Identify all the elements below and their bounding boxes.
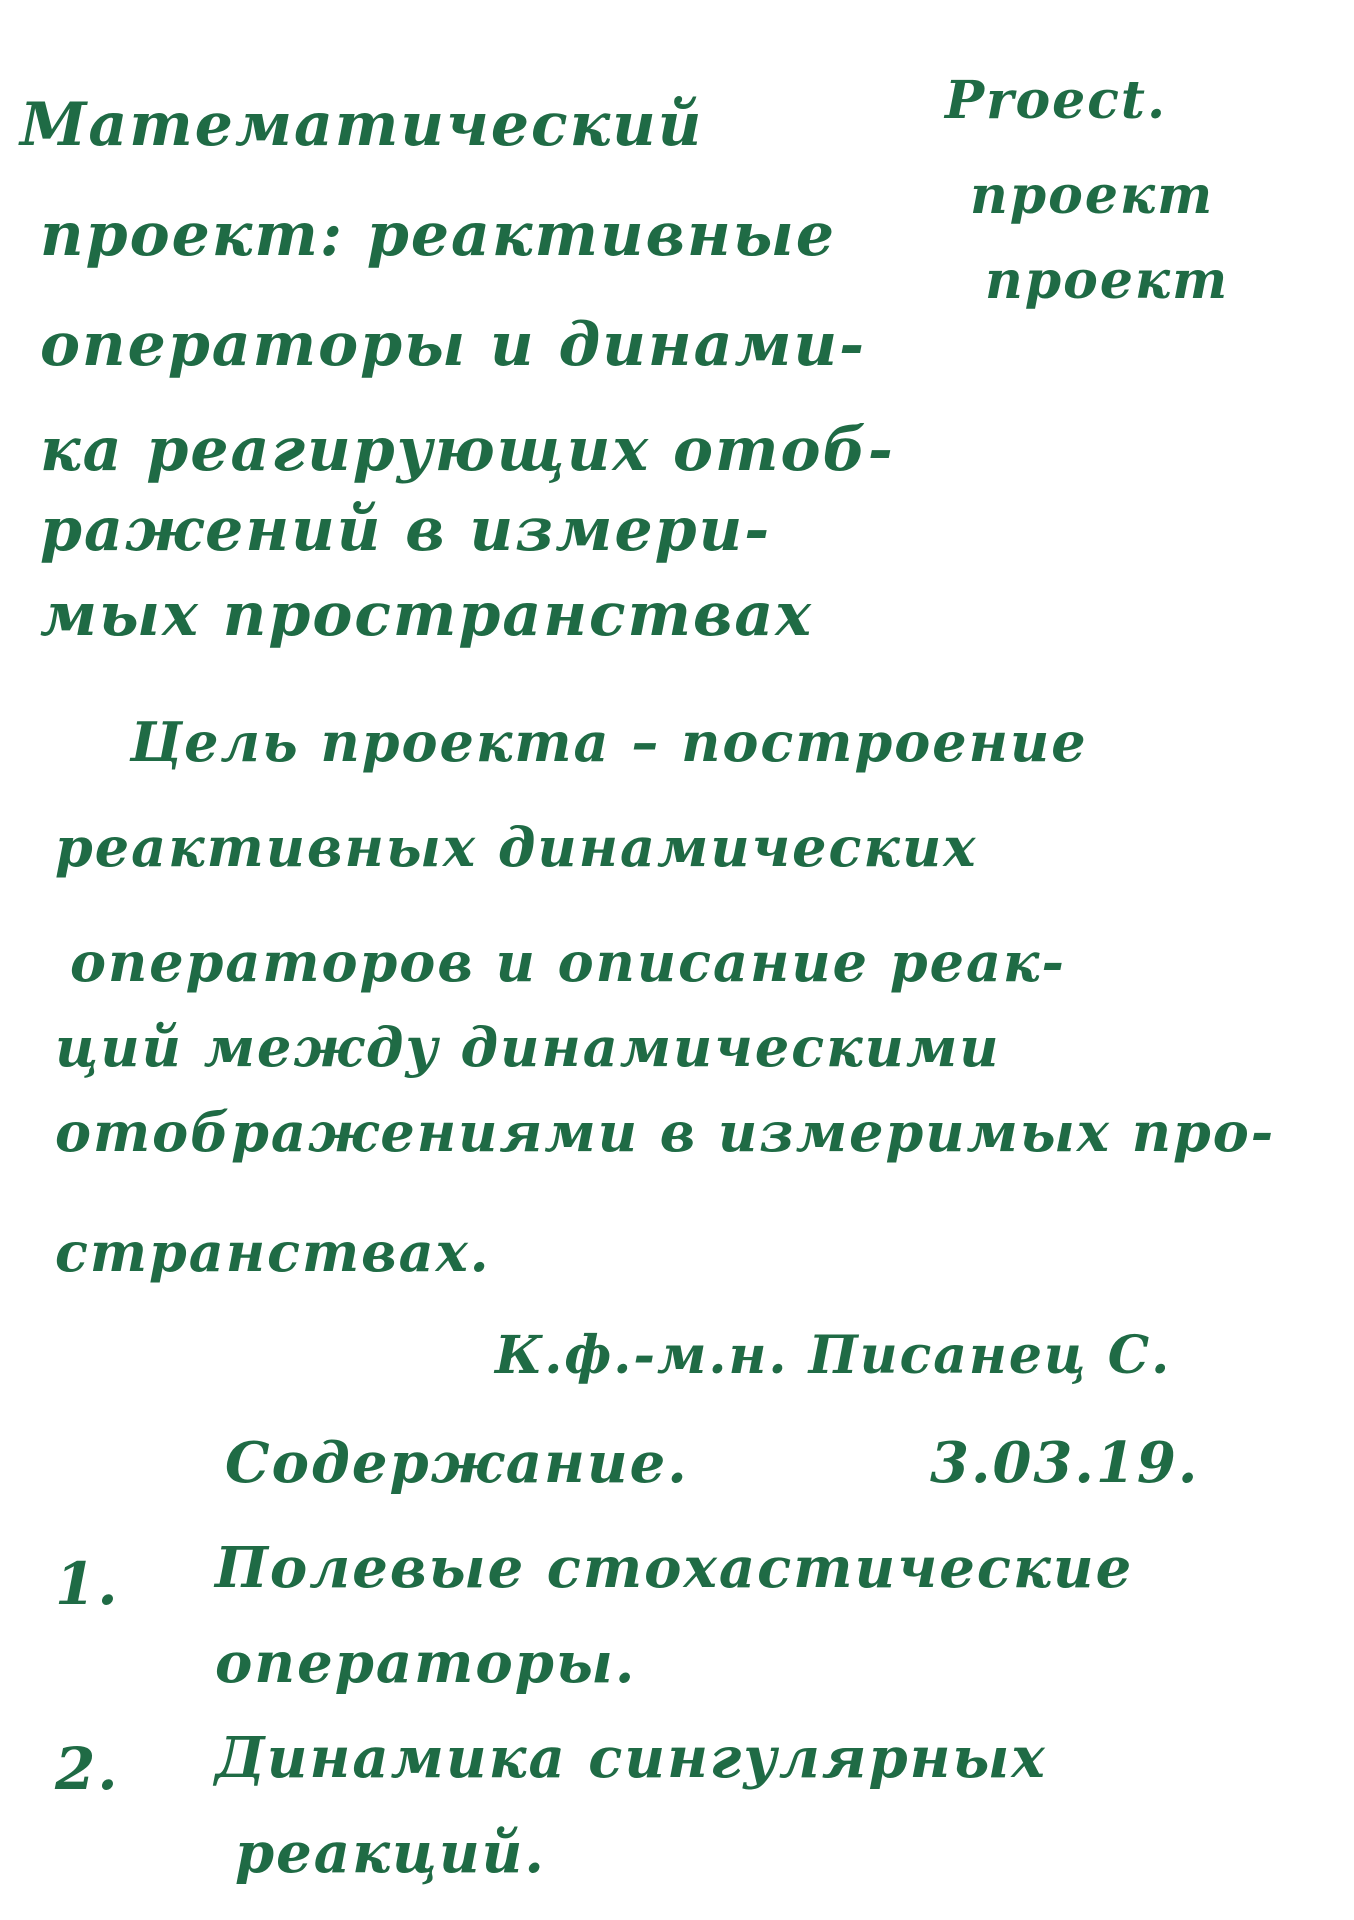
contents-item-1-number: 1. xyxy=(55,1550,120,1618)
title-line-1: Математический xyxy=(20,90,704,160)
document-date: 3.03.19. xyxy=(930,1430,1200,1496)
title-line-5: ражений в измери- xyxy=(40,495,772,565)
contents-item-1-line-1: Полевые стохастические xyxy=(215,1535,1134,1601)
goal-line-3: операторов и описание реак- xyxy=(70,930,1066,994)
title-line-4: ка реагирующих отоб- xyxy=(40,415,895,485)
contents-item-1-line-2: операторы. xyxy=(215,1630,637,1696)
signature: К.ф.-м.н. Писанец С. xyxy=(495,1325,1172,1386)
contents-item-2-line-1: Динамика сингулярных xyxy=(215,1725,1047,1791)
contents-item-2-number: 2. xyxy=(55,1735,120,1803)
title-line-2: проект: реактивные xyxy=(40,200,836,270)
title-line-6: мых пространствах xyxy=(40,580,814,650)
side-note-2: проект xyxy=(970,165,1215,226)
title-line-3: операторы и динами- xyxy=(40,310,867,380)
contents-heading: Содержание. xyxy=(225,1430,689,1496)
side-note-1: Proect. xyxy=(945,70,1168,131)
goal-line-6: странствах. xyxy=(55,1220,491,1284)
goal-line-1: Цель проекта – построение xyxy=(130,710,1088,774)
contents-item-2-line-2: реакций. xyxy=(235,1820,546,1886)
goal-line-4: ций между динамическими xyxy=(55,1015,1001,1079)
goal-line-2: реактивных динамических xyxy=(55,815,978,879)
goal-line-5: отображениями в измеримых про- xyxy=(55,1100,1276,1164)
side-note-3: проект xyxy=(985,250,1230,311)
